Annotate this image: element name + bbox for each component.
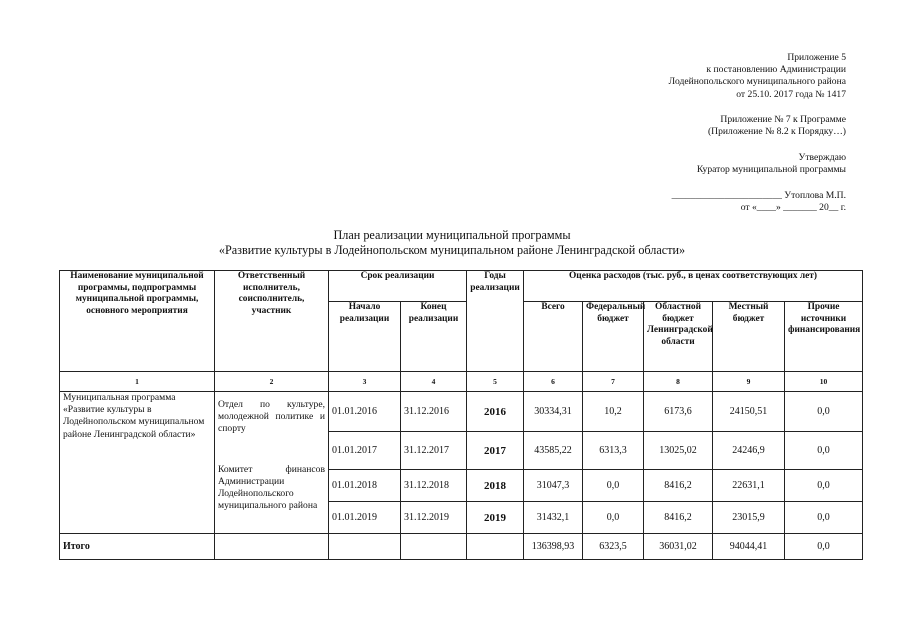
start-date: 01.01.2019 [329,502,401,534]
totals-row [60,534,863,560]
end-date: 31.12.2016 [401,392,467,432]
header-years: Годы реализации [467,271,524,372]
empty-cell [215,534,329,560]
empty-cell [329,534,401,560]
start-date: 01.01.2017 [329,432,401,470]
annex-line: Приложение 5 [787,52,846,63]
program-annex-block [708,114,846,138]
responsible-executor: Отдел по культуре, молодежной политике и спорту [218,399,325,435]
total-value: 31047,3 [524,470,583,502]
annex-line: Лодейнопольского муниципального района [668,76,846,88]
column-number: 4 [401,372,467,392]
other-value: 0,0 [785,534,863,560]
end-date: 31.12.2018 [401,470,467,502]
start-date: 01.01.2018 [329,470,401,502]
end-date: 31.12.2019 [401,502,467,534]
header-other: Прочие источники финансирования [785,302,863,372]
header-name: Наименование муниципальной программы, подпрограммы муниципальной программы, основного мероприятия [60,271,215,372]
total-value: 31432,1 [524,502,583,534]
local-value: 22631,1 [713,470,785,502]
local-value: 24246,9 [713,432,785,470]
annex-line: Приложение № 7 к Программе [720,114,846,125]
regional-value: 8416,2 [644,470,713,502]
column-numbers-row [60,372,863,392]
totals-label: Итого [60,534,215,560]
year: 2018 [467,470,524,502]
federal-value: 0,0 [583,502,644,534]
regional-value: 6173,6 [644,392,713,432]
year: 2016 [467,392,524,432]
column-number: 1 [60,372,215,392]
year: 2019 [467,502,524,534]
other-value: 0,0 [785,470,863,502]
empty-cell [401,534,467,560]
header-costs: Оценка расходов (тыс. руб., в ценах соответствующих лет) [524,271,863,302]
year: 2017 [467,432,524,470]
column-number: 9 [713,372,785,392]
federal-value: 6323,5 [583,534,644,560]
column-number: 10 [785,372,863,392]
page-title: План реализации муниципальной программы [333,228,571,242]
header-local: Местный бюджет [713,302,785,372]
column-number: 5 [467,372,524,392]
table-row [60,392,863,432]
annex-line: к постановлению Администрации [706,64,846,76]
header-total: Всего [524,302,583,372]
column-number: 8 [644,372,713,392]
signature-date: от «____» _______ 20__ г. [740,202,846,214]
column-number: 2 [215,372,329,392]
page-subtitle: «Развитие культуры в Лодейнопольском муниципальном районе Ленинградской области» [218,243,686,257]
approval-block [697,152,846,176]
approval-line: Утверждаю [798,152,846,163]
signature-line: _______________________ Утоплова М.П. [671,190,846,201]
header-federal: Федеральный бюджет [583,302,644,372]
total-value: 30334,31 [524,392,583,432]
header-term: Срок реализации [329,271,467,302]
regional-value: 13025,02 [644,432,713,470]
end-date: 31.12.2017 [401,432,467,470]
implementation-plan-table [59,270,863,560]
local-value: 23015,9 [713,502,785,534]
local-value: 94044,41 [713,534,785,560]
federal-value: 6313,3 [583,432,644,470]
column-number: 6 [524,372,583,392]
signature-block [672,190,846,214]
total-value: 43585,22 [524,432,583,470]
regional-value: 8416,2 [644,502,713,534]
approval-line: Куратор муниципальной программы [696,164,846,176]
other-value: 0,0 [785,432,863,470]
federal-value: 10,2 [583,392,644,432]
other-value: 0,0 [785,392,863,432]
header-start: Начало реализации [329,302,401,372]
column-number: 3 [329,372,401,392]
annex-line: от 25.10. 2017 года № 1417 [736,88,846,100]
start-date: 01.01.2016 [329,392,401,432]
header-responsible: Ответственный исполнитель, соисполнитель, участник [215,271,329,372]
program-name: Муниципальная программа «Развитие культуры в Лодейнопольском муниципальном районе Ленинградской области» [60,392,215,534]
responsible-cell [215,392,329,534]
co-executor: Комитет финансов Администрации Лодейнопольского муниципального района [218,463,325,512]
annex-block [669,52,846,101]
total-value: 136398,93 [524,534,583,560]
column-number: 7 [583,372,644,392]
header-regional: Областной бюджет Ленинградской области [644,302,713,372]
empty-cell [467,534,524,560]
annex-line: (Приложение № 8.2 к Порядку…) [707,126,846,138]
other-value: 0,0 [785,502,863,534]
regional-value: 36031,02 [644,534,713,560]
local-value: 24150,51 [713,392,785,432]
federal-value: 0,0 [583,470,644,502]
header-end: Конец реализации [401,302,467,372]
